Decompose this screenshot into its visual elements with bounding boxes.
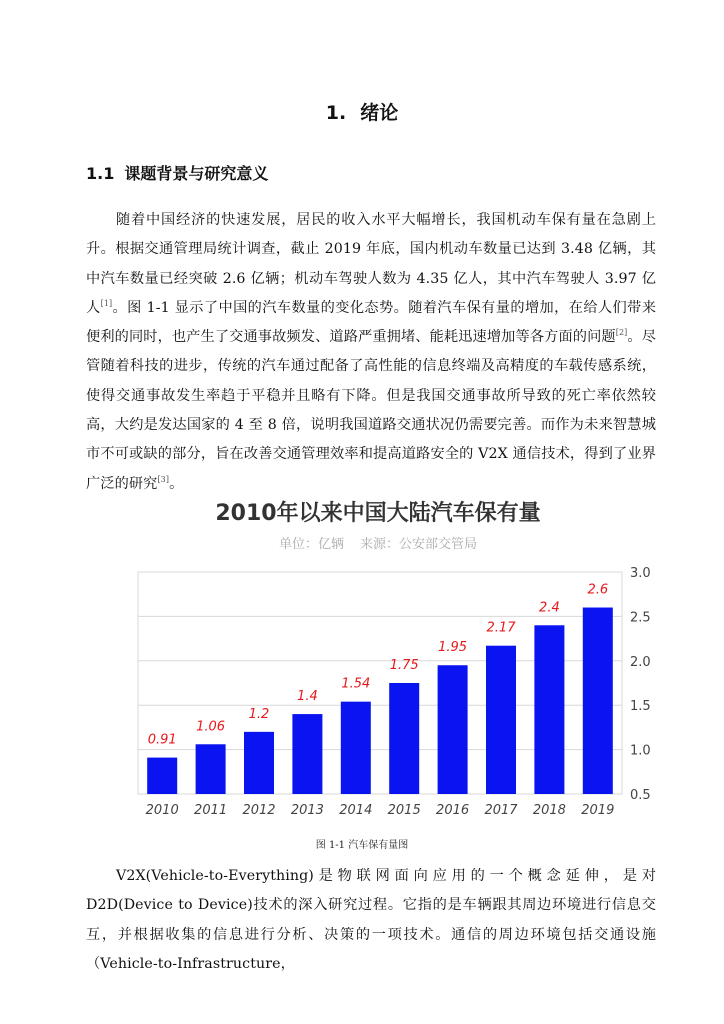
citation-2: [2] bbox=[615, 328, 628, 338]
x-tick-label: 2010 bbox=[145, 803, 179, 818]
y-tick-label: 0.5 bbox=[630, 788, 651, 803]
bar bbox=[147, 758, 177, 794]
paragraph-text: 随着中国经济的快速发展，居民的收入水平大幅增长，我国机动车保有量在急剧上升。根据交通管理局统计调查，截止 2019 年底，国内机动车数量已达到 3.48 亿辆，其中汽车数量已经突破 2.6 亿辆；机动车驾驶人数为 4.35 亿人，其中汽车驾驶人 3.97 亿人 bbox=[86, 212, 656, 316]
citation-1: [1] bbox=[100, 298, 113, 308]
subsection-number: 1.1 bbox=[86, 164, 115, 183]
y-tick-label: 1.0 bbox=[630, 743, 651, 759]
data-label: 0.91 bbox=[147, 732, 177, 748]
chart-unit: 单位：亿辆 bbox=[278, 537, 344, 552]
paragraph-background bbox=[86, 206, 656, 499]
data-label: 1.4 bbox=[297, 689, 318, 705]
y-tick-label: 2.5 bbox=[630, 610, 651, 626]
bar bbox=[341, 702, 371, 794]
data-label: 1.54 bbox=[341, 676, 371, 692]
y-tick-label: 3.0 bbox=[630, 566, 651, 581]
paragraph-text: V2X(Vehicle-to-Everything)是物联网面向应用的一个概念延伸，是对 D2D(Device to Device)技术的深入研究过程。它指的是车辆跟其周边环境进行信息交互，并根据收集的信息进行分析、决策的一项技术。通信的周边环境包括交通设施（Vehicle-to-Infrastructure， bbox=[86, 868, 656, 972]
citation-3: [3] bbox=[157, 474, 170, 484]
x-tick-label: 2015 bbox=[387, 803, 421, 818]
subsection-title: 课题背景与研究意义 bbox=[124, 164, 269, 183]
x-tick-label: 2019 bbox=[581, 803, 615, 818]
chart-source: 来源：公安部交管局 bbox=[360, 537, 478, 552]
data-label: 1.95 bbox=[438, 640, 468, 656]
data-label: 1.75 bbox=[389, 658, 419, 673]
paragraph-text: 。尽管随着科技的进步，传统的汽车通过配备了高性能的信息终端及高精度的车载传感系统，使得交通事故发生率趋于平稳并且略有下降。但是我国交通事故所导致的死亡率依然较高，大约是发达国家的 4 至 8 倍，说明我国道路交通状况仍需要完善。而作为未来智慧城市不可或缺的部分，旨在改善交通管理效率和提高道路安全的 V2X 通信技术，得到了业界广泛的研究 bbox=[86, 329, 657, 492]
x-tick-label: 2012 bbox=[242, 803, 276, 818]
paragraph-v2x bbox=[86, 862, 656, 979]
x-tick-label: 2013 bbox=[290, 803, 324, 818]
section-title: 绪论 bbox=[360, 102, 399, 124]
x-tick-label: 2017 bbox=[484, 803, 518, 818]
data-label: 1.06 bbox=[196, 719, 226, 735]
chart-plot bbox=[138, 496, 658, 826]
x-tick-label: 2014 bbox=[339, 803, 373, 818]
x-tick-label: 2018 bbox=[532, 803, 566, 818]
paragraph-text: 。 bbox=[169, 475, 184, 492]
y-tick-label: 2.0 bbox=[630, 654, 651, 670]
chart-title: 2010年以来中国大陆汽车保有量 bbox=[215, 501, 541, 526]
paragraph-text: 。图 1-1 显示了中国的汽车数量的变化态势。随着汽车保有量的增加，在给人们带来便利的同时，也产生了交通事故频发、道路严重拥堵、能耗迅速增加等各方面的问题 bbox=[86, 299, 656, 346]
subsection-heading bbox=[86, 161, 268, 184]
car-ownership-chart bbox=[138, 496, 658, 826]
section-number: 1. bbox=[325, 102, 347, 124]
bar bbox=[389, 683, 419, 794]
data-label: 1.2 bbox=[248, 706, 270, 722]
bar bbox=[196, 744, 226, 794]
section-heading bbox=[0, 98, 724, 125]
data-label: 2.6 bbox=[587, 582, 609, 598]
figure-caption: 图 1-1 汽车保有量图 bbox=[315, 840, 409, 851]
bar bbox=[292, 714, 322, 794]
data-label: 2.17 bbox=[486, 620, 516, 636]
x-tick-label: 2011 bbox=[194, 803, 228, 818]
bar bbox=[244, 732, 274, 794]
bar bbox=[486, 646, 516, 794]
bar bbox=[438, 665, 468, 794]
x-tick-label: 2016 bbox=[436, 803, 470, 818]
bar bbox=[583, 608, 613, 794]
data-label: 2.4 bbox=[539, 600, 560, 616]
bar bbox=[534, 625, 564, 794]
y-tick-label: 1.5 bbox=[630, 699, 651, 715]
